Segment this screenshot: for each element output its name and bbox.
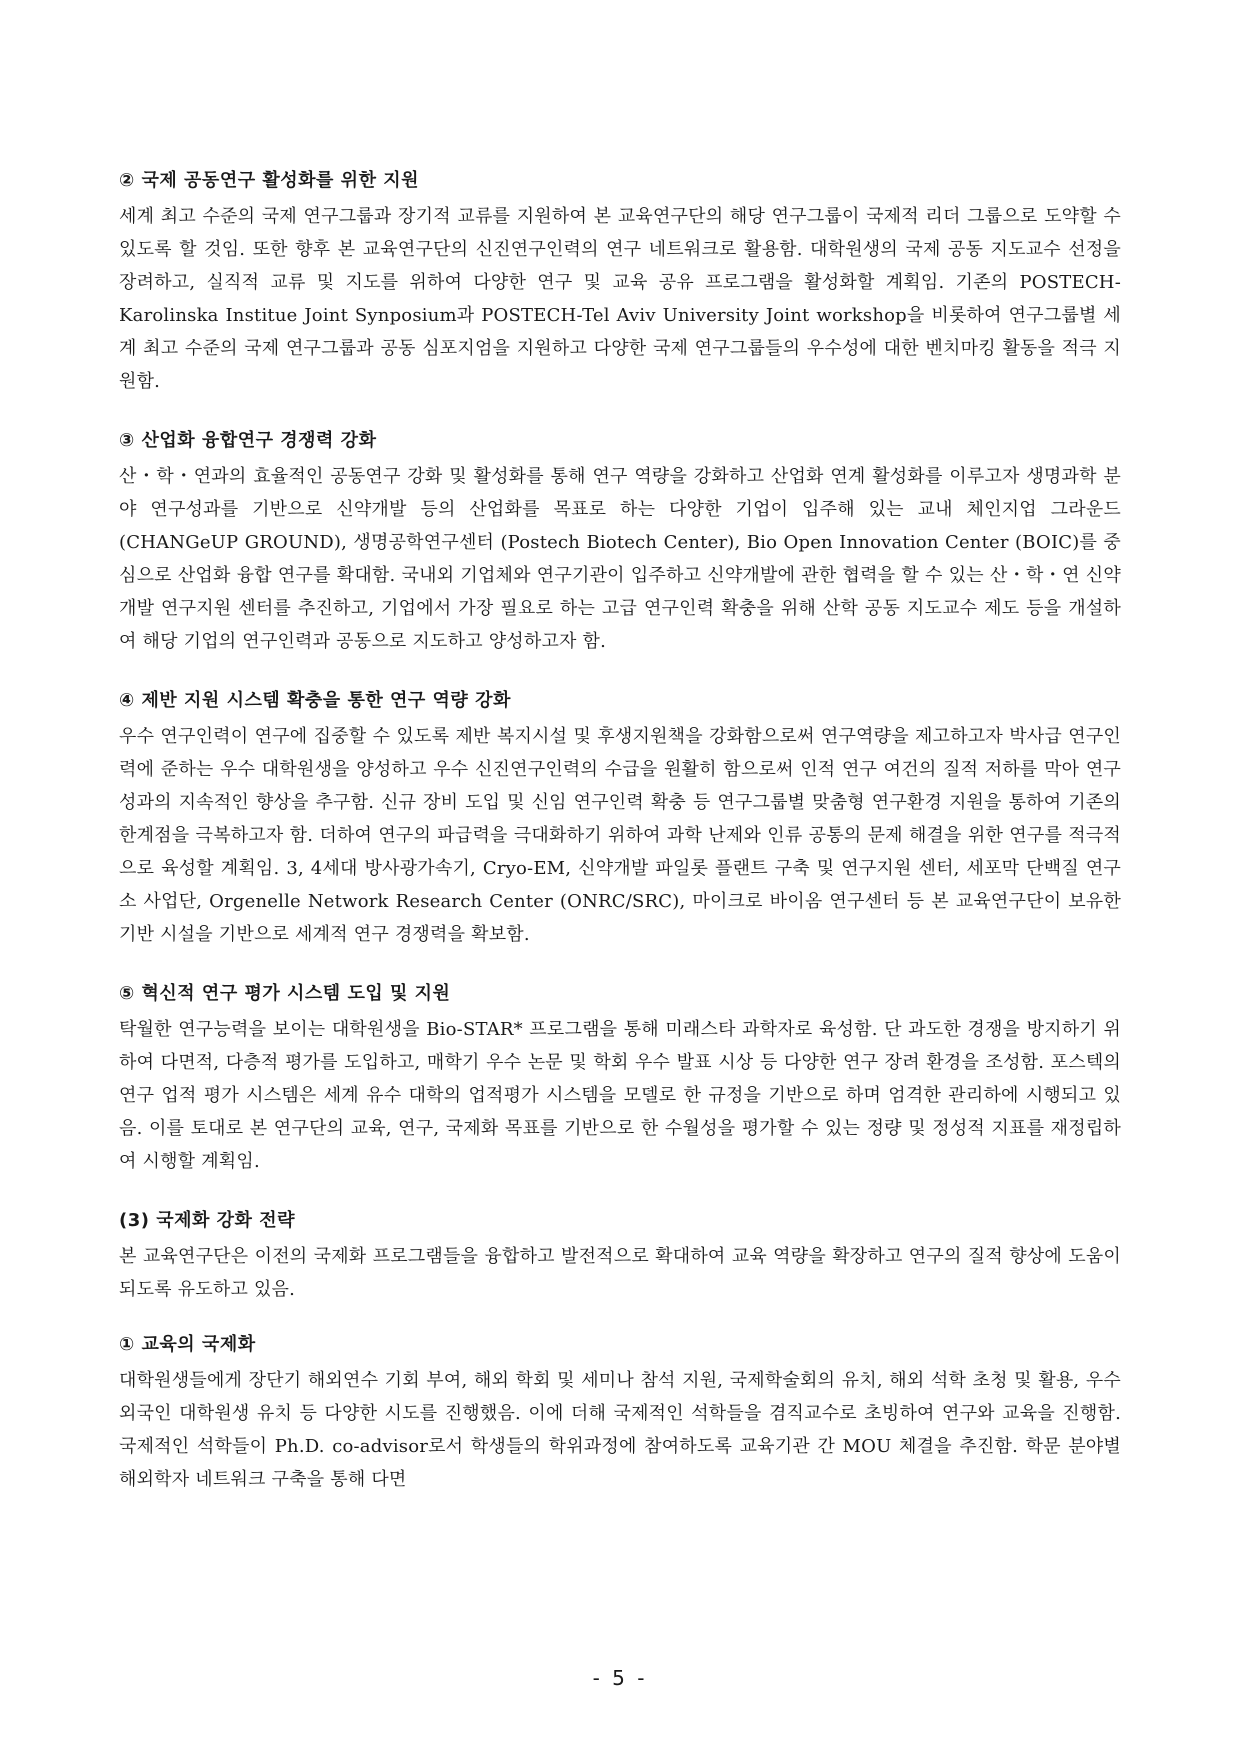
section-body: 대학원생들에게 장단기 해외연수 기회 부여, 해외 학회 및 세미나 참석 지원, 국제학술회의 유치, 해외 석학 초청 및 활용, 우수 외국인 대학원생 유치 등 다양한 시도를 진행했음. 이에 더해 국제적인 석학들을 겸직교수로 초빙하여 연구와 교육을 진행함. 국제적인 석학들이 Ph.D. co-advisor로서 학생들의 학위과정에 참여하도록 교육기관 간 MOU 체결을 추진함. 학문 분야별 해외학자 네트워크 구축을 통해 다면 (119, 1370, 1121, 1490)
section-heading: ③ 산업화 융합연구 경쟁력 강화 (119, 430, 377, 451)
section-international-joint-research (119, 168, 1121, 398)
section-internationalization-strategy (119, 1208, 1121, 1306)
section-body: 본 교육연구단은 이전의 국제화 프로그램들을 융합하고 발전적으로 확대하여 교육 역량을 확장하고 연구의 질적 향상에 도움이 되도록 유도하고 있음. (119, 1246, 1121, 1300)
section-body: 탁월한 연구능력을 보이는 대학원생을 Bio-STAR* 프로그램을 통해 미래스타 과학자로 육성함. 단 과도한 경쟁을 방지하기 위하여 다면적, 다층적 평가를 도입하고, 매학기 우수 논문 및 학회 우수 발표 시상 등 다양한 연구 장려 환경을 조성함. 포스텍의 연구 업적 평가 시스템은 세계 유수 대학의 업적평가 시스템을 모델로 한 규정을 기반으로 하며 엄격한 관리하에 시행되고 있음. 이를 토대로 본 연구단의 교육, 연구, 국제화 목표를 기반으로 한 수월성을 평가할 수 있는 정량 및 정성적 지표를 재정립하여 시행할 계획임. (119, 1019, 1121, 1172)
section-body: 세계 최고 수준의 국제 연구그룹과 장기적 교류를 지원하여 본 교육연구단의 해당 연구그룹이 국제적 리더 그룹으로 도약할 수 있도록 할 것임. 또한 향후 본 교육연구단의 신진연구인력의 연구 네트워크로 활용함. 대학원생의 국제 공동 지도교수 선정을 장려하고, 실직적 교류 및 지도를 위하여 다양한 연구 및 교육 공유 프로그램을 활성화할 계획임. 기존의 POSTECH-Karolinska Institue Joint Synposium과 POSTECH-Tel Aviv University Joint workshop을 비롯하여 연구그룹별 세계 최고 수준의 국제 연구그룹과 공동 심포지엄을 지원하고 다양한 국제 연구그룹들의 우수성에 대한 벤치마킹 활동을 적극 지원함. (119, 206, 1121, 392)
section-support-system (119, 688, 1121, 951)
section-heading: ⑤ 혁신적 연구 평가 시스템 도입 및 지원 (119, 983, 451, 1004)
section-industrial-convergence (119, 428, 1121, 658)
section-body: 산・학・연과의 효율적인 공동연구 강화 및 활성화를 통해 연구 역량을 강화하고 산업화 연계 활성화를 이루고자 생명과학 분야 연구성과를 기반으로 신약개발 등의 산업화를 목표로 하는 다양한 기업이 입주해 있는 교내 체인지업 그라운드 (CHANGeUP GROUND), 생명공학연구센터 (Postech Biotech Center), Bio Open Innovation Center (BOIC)를 중심으로 산업화 융합 연구를 확대함. 국내외 기업체와 연구기관이 입주하고 신약개발에 관한 협력을 할 수 있는 산・학・연 신약개발 연구지원 센터를 추진하고, 기업에서 가장 필요로 하는 고급 연구인력 확충을 위해 산학 공동 지도교수 제도 등을 개설하여 해당 기업의 연구인력과 공동으로 지도하고 양성하고자 함. (119, 466, 1121, 652)
section-heading: ② 국제 공동연구 활성화를 위한 지원 (119, 170, 420, 191)
section-heading: (3) 국제화 강화 전략 (119, 1210, 295, 1231)
section-heading: ① 교육의 국제화 (119, 1334, 256, 1355)
section-heading: ④ 제반 지원 시스템 확충을 통한 연구 역량 강화 (119, 690, 511, 711)
section-education-internationalization (119, 1332, 1121, 1496)
section-evaluation-system (119, 981, 1121, 1178)
document-page (119, 168, 1121, 1526)
page-number: - 5 - (592, 1666, 648, 1690)
section-body: 우수 연구인력이 연구에 집중할 수 있도록 제반 복지시설 및 후생지원책을 강화함으로써 연구역량을 제고하고자 박사급 연구인력에 준하는 우수 대학원생을 양성하고 우수 신진연구인력의 수급을 원활히 함으로써 인적 연구 여건의 질적 저하를 막아 연구성과의 지속적인 향상을 추구함. 신규 장비 도입 및 신임 연구인력 확충 등 연구그룹별 맞춤형 연구환경 지원을 통하여 기존의 한계점을 극복하고자 함. 더하여 연구의 파급력을 극대화하기 위하여 과학 난제와 인류 공통의 문제 해결을 위한 연구를 적극적으로 육성할 계획임. 3, 4세대 방사광가속기, Cryo-EM, 신약개발 파일롯 플랜트 구축 및 연구지원 센터, 세포막 단백질 연구소 사업단, Orgenelle Network Research Center (ONRC/SRC), 마이크로 바이옴 연구센터 등 본 교육연구단이 보유한 기반 시설을 기반으로 세계적 연구 경쟁력을 확보함. (119, 726, 1121, 945)
